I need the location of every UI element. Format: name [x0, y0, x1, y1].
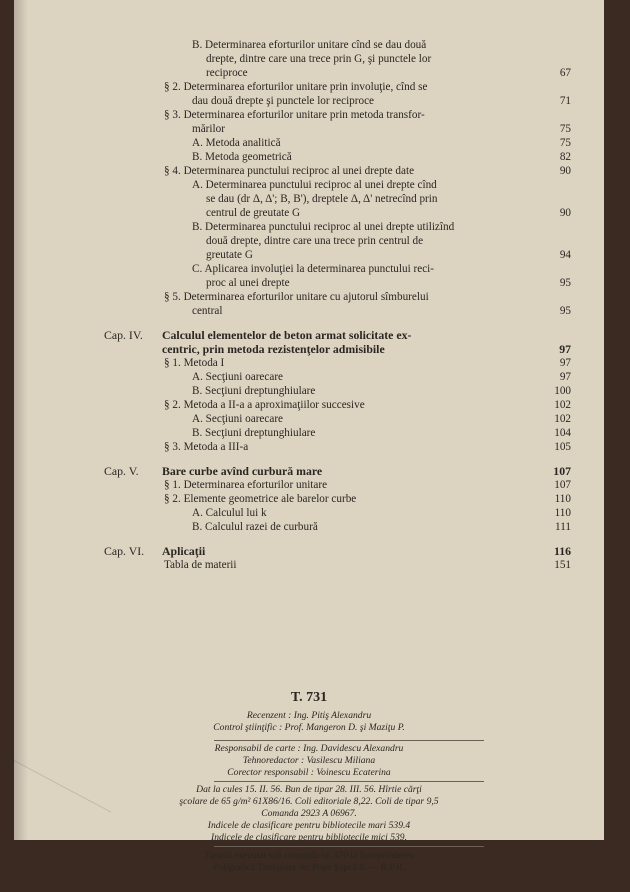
colophon-line: Indicele de clasificare pentru bibliotecile mari 539.4 — [207, 820, 411, 831]
toc-entry — [14, 558, 604, 572]
chapter-label: Cap. IV. — [104, 328, 143, 342]
page-number: 110 — [554, 507, 571, 519]
entry-title: centric, prin metoda rezistenţelor admisibile — [162, 342, 385, 356]
publication-code: T. 731 — [290, 690, 328, 705]
page-number: 95 — [559, 305, 571, 317]
entry-title: A. Secţiuni oarecare — [192, 371, 284, 383]
entry-title: § 1. Determinarea eforturilor unitare — [164, 479, 328, 491]
toc-entry — [14, 164, 604, 178]
colophon-line: Corector responsabil : Voinescu Ecaterina — [227, 767, 391, 778]
entry-title: B. Metoda geometrică — [192, 151, 292, 163]
entry-title: proc al unei drepte — [206, 277, 290, 289]
entry-title: A. Secţiuni oarecare — [192, 413, 284, 425]
chapter-label: Cap. VI. — [104, 544, 145, 558]
page-number: 111 — [555, 521, 571, 533]
toc-entry — [14, 52, 604, 66]
divider — [214, 740, 484, 741]
entry-title: se dau (dr Δ, Δ'; B, B'), dreptele Δ, Δ' netrecînd prin — [206, 193, 438, 205]
toc-entry — [14, 506, 604, 520]
page-number: 116 — [553, 544, 571, 558]
chapter-heading — [14, 342, 604, 356]
page-number: 102 — [554, 399, 571, 411]
entry-title: B. Calculul razei de curbură — [192, 521, 318, 533]
page-number: 97 — [559, 371, 571, 383]
entry-title: § 3. Determinarea eforturilor unitare prin metoda transfor- — [164, 109, 425, 121]
colophon-line: Poligrafică Timişoara str. Popa Şapcă 8. — R.P.R. — [213, 862, 405, 873]
entry-title: mărilor — [192, 123, 225, 135]
toc-entry — [14, 136, 604, 150]
toc-entry — [14, 38, 604, 52]
entry-title: Tabla de materii — [164, 559, 237, 571]
page-number: 90 — [559, 207, 571, 219]
page-number: 67 — [559, 67, 571, 79]
entry-title: A. Calculul lui k — [192, 507, 267, 519]
entry-title: greutate G — [206, 249, 253, 261]
toc-entry — [14, 276, 604, 290]
entry-title: Aplicaţii — [162, 544, 206, 558]
toc-entry — [14, 290, 604, 304]
entry-title: centrul de greutate G — [206, 207, 301, 219]
colophon-line: Comanda 2923 A 06967. — [261, 808, 357, 819]
toc-entry — [14, 248, 604, 262]
page-number: 151 — [554, 559, 571, 571]
toc-entry — [14, 220, 604, 234]
entry-title: § 2. Elemente geometrice ale barelor curbe — [164, 493, 357, 505]
entry-title: § 1. Metoda I — [164, 357, 225, 369]
page-number: 100 — [554, 385, 571, 397]
entry-title: B. Secţiuni dreptunghiulare — [192, 385, 316, 397]
toc-entry — [14, 520, 604, 534]
page-number: 110 — [554, 493, 571, 505]
colophon-line: Tehnoredactor : Vasilescu Miliana — [242, 755, 376, 766]
entry-title: § 2. Determinarea eforturilor unitare prin involuţie, cînd se — [164, 81, 428, 93]
toc-entry — [14, 234, 604, 248]
entry-title: § 3. Metoda a III-a — [164, 441, 249, 453]
toc-entry — [14, 412, 604, 426]
toc-entry — [14, 178, 604, 192]
toc-entry — [14, 192, 604, 206]
page-number: 97 — [559, 342, 571, 356]
printer-block — [14, 850, 604, 874]
toc-entry — [14, 66, 604, 80]
colophon-line: Recenzent : Ing. Pitiş Alexandru — [246, 710, 372, 721]
page-number: 104 — [554, 427, 571, 439]
book-page — [14, 0, 604, 873]
toc-entry — [14, 94, 604, 108]
toc-entry — [14, 150, 604, 164]
colophon-line: Control ştiinţific : Prof. Mangeron D. şi Maziţu P. — [213, 722, 405, 733]
staff-block — [14, 743, 604, 779]
toc-entry — [14, 492, 604, 506]
page-number: 105 — [554, 441, 571, 453]
toc-entry — [14, 80, 604, 94]
entry-title: B. Determinarea punctului reciproc al unei drepte utilizînd — [192, 221, 455, 233]
page-number: 75 — [559, 137, 571, 149]
table-of-contents — [14, 38, 604, 572]
entry-title: Calculul elementelor de beton armat solicitate ex- — [162, 328, 412, 342]
entry-title: C. Aplicarea involuţiei la determinarea punctului reci- — [192, 263, 434, 275]
page-number: 107 — [554, 479, 571, 491]
entry-title: dau două drepte şi punctele lor reciproce — [192, 95, 375, 107]
entry-title: § 5. Determinarea eforturilor unitare cu ajutorul sîmburelui — [164, 291, 429, 303]
toc-entry — [14, 356, 604, 370]
toc-entry — [14, 262, 604, 276]
entry-title: drepte, dintre care una trece prin G, şi punctele lor — [206, 53, 432, 65]
colophon-line: Indicele de clasificare pentru bibliotecile mici 539. — [211, 832, 407, 843]
divider — [214, 781, 484, 782]
chapter-heading — [14, 328, 604, 342]
page-number: 71 — [559, 95, 571, 107]
page-number: 75 — [559, 123, 571, 135]
chapter-heading — [14, 464, 604, 478]
chapter-heading — [14, 544, 604, 558]
entry-title: Bare curbe avînd curbură mare — [162, 464, 323, 478]
entry-title: B. Determinarea eforturilor unitare cînd se dau două — [192, 39, 427, 51]
page-number: 95 — [559, 277, 571, 289]
toc-entry — [14, 370, 604, 384]
entry-title: B. Secţiuni dreptunghiulare — [192, 427, 316, 439]
toc-entry — [14, 440, 604, 454]
toc-entry — [14, 384, 604, 398]
page-number: 94 — [559, 249, 571, 261]
colophon-line: Tiparul executat sub comanda nr. 470 la Întreprinderea — [203, 850, 415, 861]
page-number: 107 — [553, 464, 571, 478]
page-number: 90 — [559, 165, 571, 177]
toc-entry — [14, 108, 604, 122]
colophon-line: şcolare de 65 g/m² 61X86/16. Coli editoriale 8,22. Coli de tipar 9,5 — [179, 796, 439, 807]
page-number: 102 — [554, 413, 571, 425]
colophon-line: Dat la cules 15. II. 56. Bun de tipar 28. III. 56. Hîrtie cărţi — [196, 784, 422, 795]
entry-title: § 2. Metoda a II-a a aproximaţiilor succesive — [164, 399, 365, 411]
toc-entry — [14, 426, 604, 440]
divider — [214, 846, 484, 847]
entry-title: central — [192, 305, 223, 317]
page-number: 97 — [559, 357, 571, 369]
toc-entry — [14, 206, 604, 220]
entry-title: A. Determinarea punctului reciproc al unei drepte cînd — [192, 179, 437, 191]
credits-block — [14, 710, 604, 734]
entry-title: reciproce — [206, 67, 248, 79]
toc-entry — [14, 122, 604, 136]
colophon-line: Responsabil de carte : Ing. Davidescu Alexandru — [214, 743, 404, 754]
entry-title: două drepte, dintre care una trece prin centrul de — [206, 235, 424, 247]
toc-entry — [14, 398, 604, 412]
toc-entry — [14, 304, 604, 318]
toc-entry — [14, 478, 604, 492]
page-number: 82 — [559, 151, 571, 163]
entry-title: A. Metoda analitică — [192, 137, 281, 149]
entry-title: § 4. Determinarea punctului reciproc al unei drepte date — [164, 165, 415, 177]
chapter-label: Cap. V. — [104, 464, 139, 478]
